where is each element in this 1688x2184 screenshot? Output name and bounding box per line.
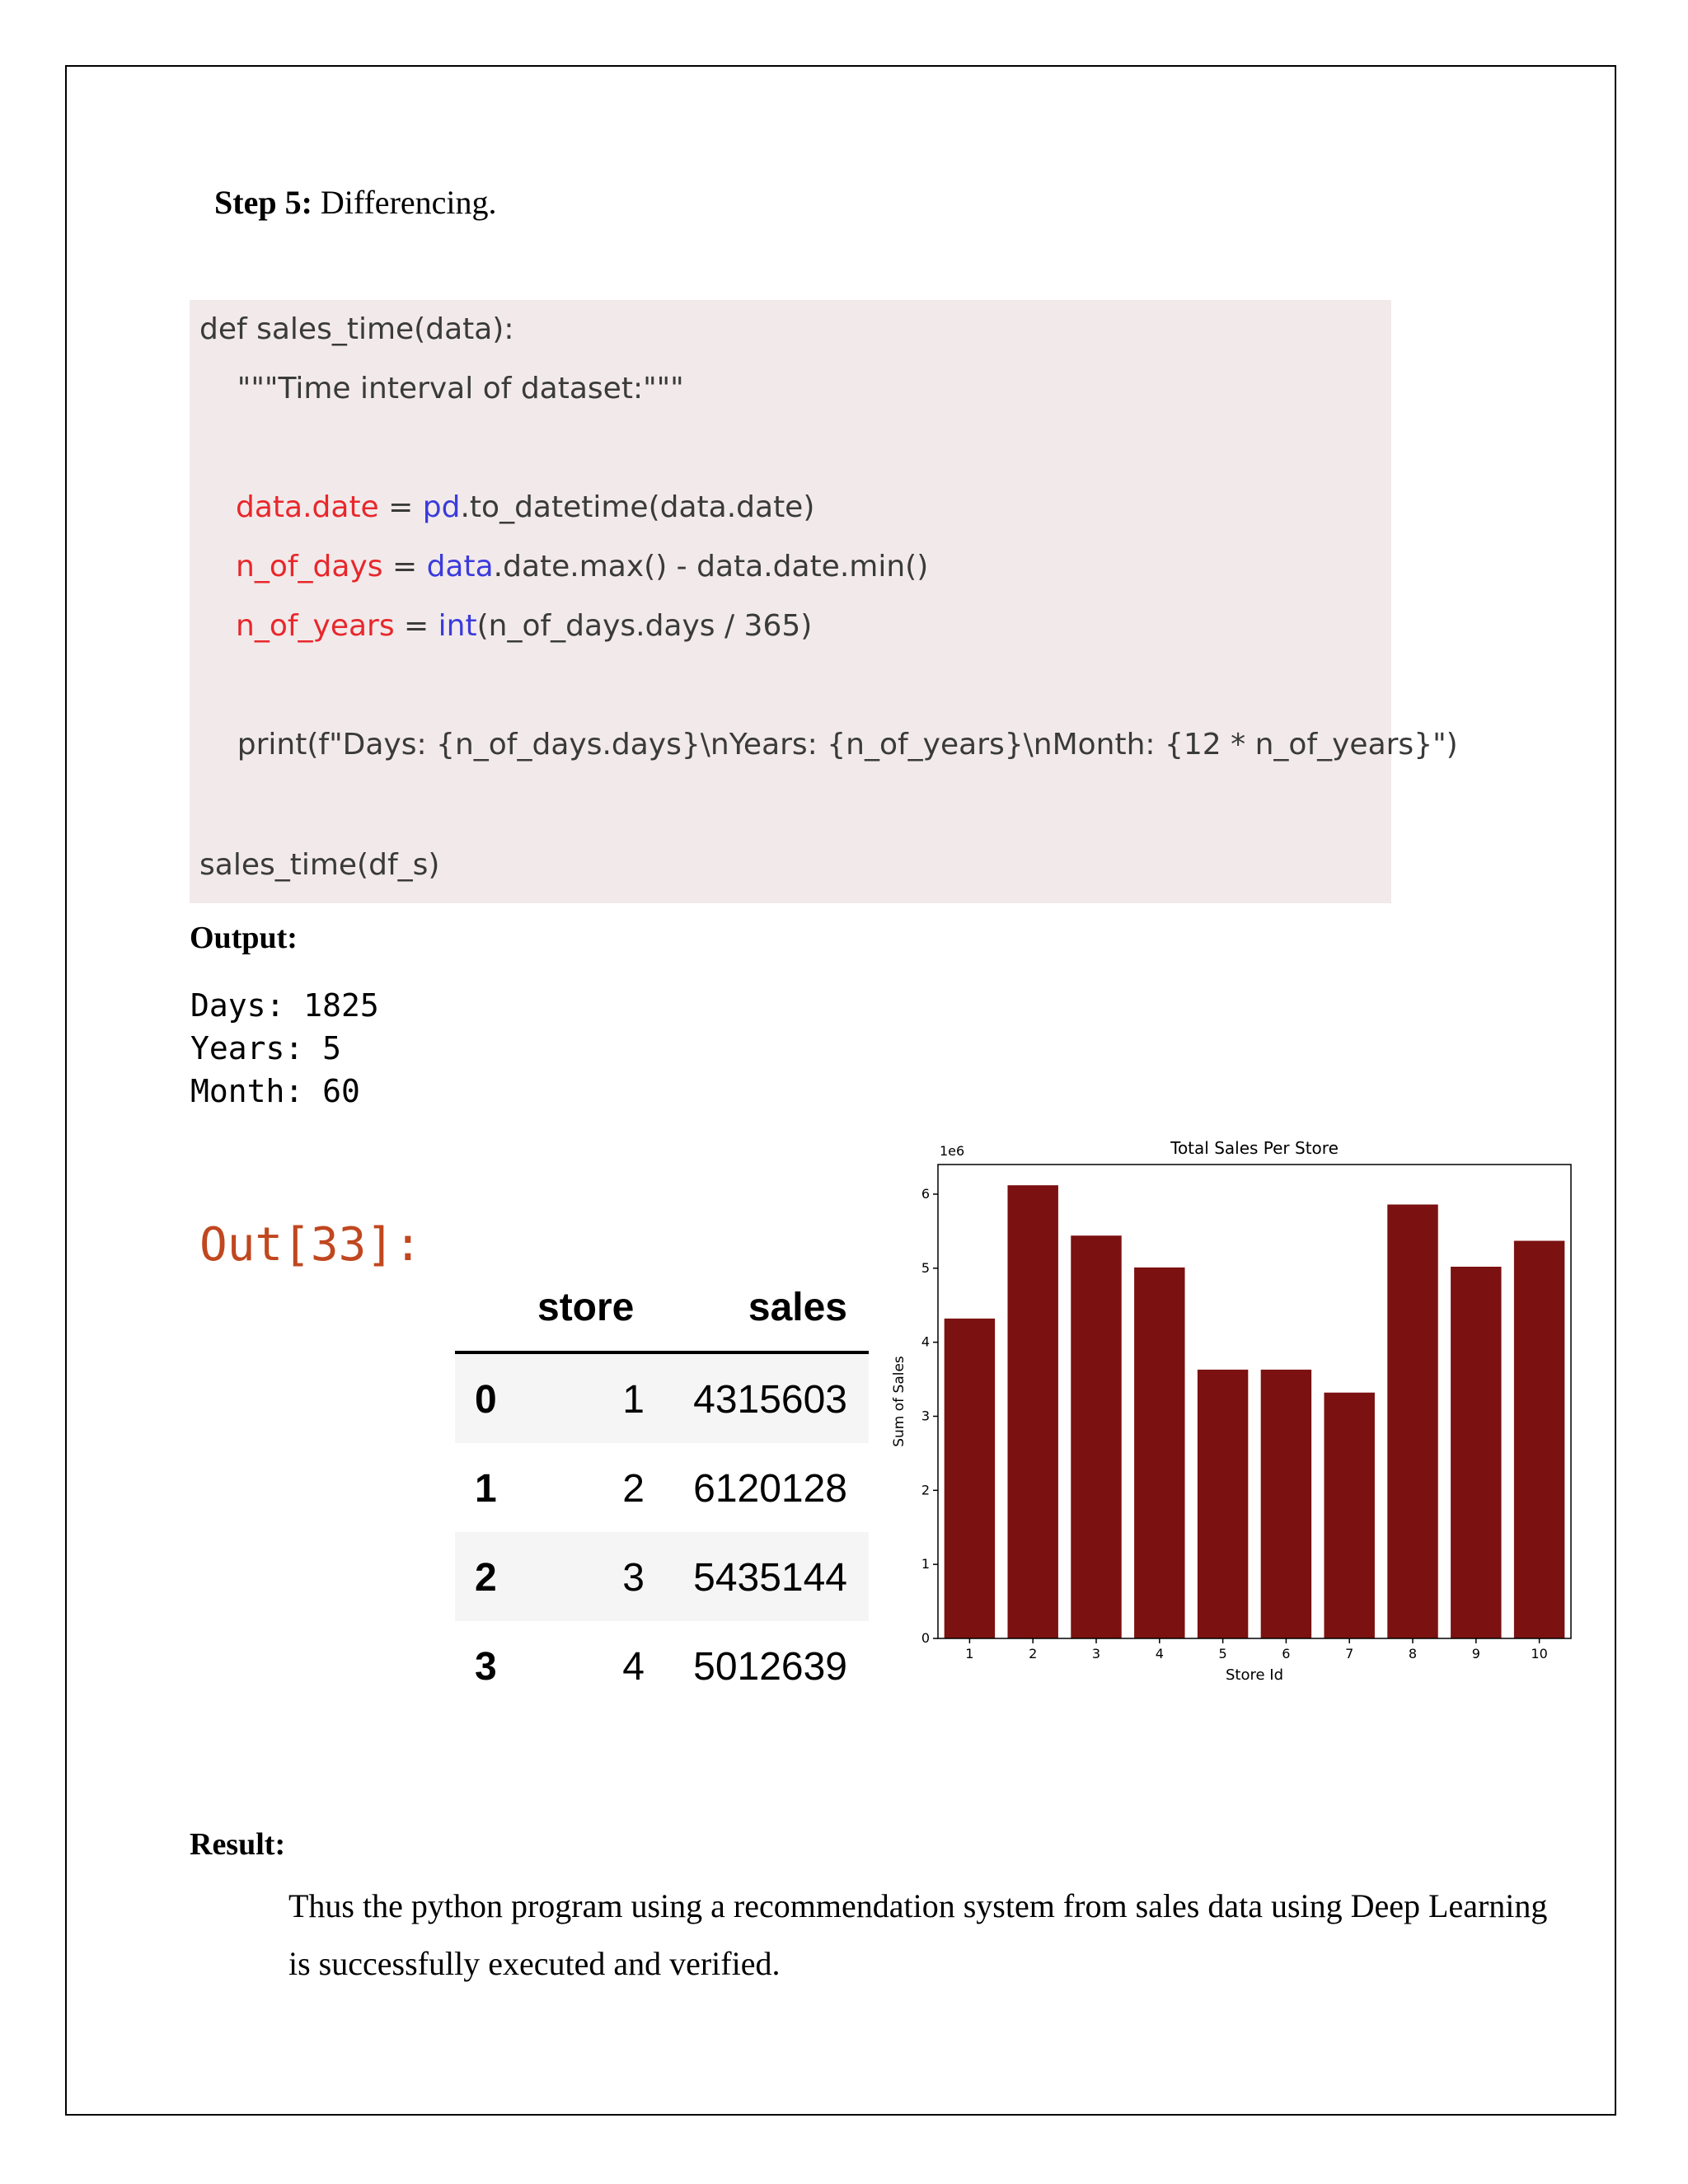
x-tick-label: 7 <box>1345 1646 1354 1661</box>
code-builtin-int: int <box>438 609 477 643</box>
chart-bar <box>1261 1370 1311 1638</box>
cell-store: 3 <box>622 1556 645 1600</box>
step-text: Differencing. <box>312 184 497 221</box>
table-row <box>455 1532 869 1621</box>
x-tick-label: 9 <box>1471 1646 1480 1661</box>
row-index: 1 <box>475 1467 497 1511</box>
code-call-to-datetime: .to_datetime(data.date) <box>460 490 815 524</box>
column-header-store: store <box>537 1286 635 1329</box>
table-row <box>455 1443 869 1532</box>
chart-bar <box>1451 1267 1501 1638</box>
code-eq: = <box>394 609 438 643</box>
y-tick-label: 3 <box>921 1408 930 1424</box>
y-tick-label: 5 <box>921 1259 930 1276</box>
chart-bar <box>1514 1241 1564 1638</box>
code-line-assign-days <box>236 551 928 583</box>
code-call-int: (n_of_days.days / 365) <box>476 609 813 643</box>
chart-bar <box>945 1319 995 1638</box>
output-line-month: Month: 60 <box>190 1073 360 1109</box>
row-index: 2 <box>475 1556 497 1600</box>
code-line-assign-years <box>236 610 812 643</box>
cell-sales: 5012639 <box>693 1645 847 1689</box>
sales-bar-chart <box>890 1136 1591 1696</box>
table-row <box>455 1354 869 1443</box>
y-tick-label: 4 <box>921 1333 930 1350</box>
plot-layer <box>891 1138 1571 1684</box>
code-obj-pd: pd <box>422 490 461 524</box>
output-console <box>190 984 379 1113</box>
y-scale-label: 1e6 <box>940 1143 965 1159</box>
cell-store: 1 <box>622 1378 645 1422</box>
chart-svg <box>890 1136 1591 1696</box>
cell-sales: 5435144 <box>693 1556 847 1600</box>
code-var-n-of-days: n_of_days <box>236 550 383 583</box>
x-tick-label: 8 <box>1408 1646 1418 1661</box>
x-tick-label: 5 <box>1218 1646 1227 1661</box>
code-call-date-diff: .date.max() - data.date.min() <box>493 550 929 583</box>
x-tick-label: 3 <box>1091 1646 1101 1661</box>
code-eq: = <box>382 550 427 583</box>
cell-store: 4 <box>622 1645 645 1689</box>
cell-sales: 4315603 <box>693 1378 847 1422</box>
code-line-2: """Time interval of dataset:""" <box>199 372 684 405</box>
cell-store: 2 <box>622 1467 645 1511</box>
step-label: Step 5: <box>214 184 312 221</box>
chart-bar <box>1324 1393 1374 1638</box>
x-tick-label: 2 <box>1029 1646 1038 1661</box>
cell-sales: 6120128 <box>693 1467 847 1511</box>
chart-bar <box>1071 1235 1121 1638</box>
code-line-1: def sales_time(data): <box>199 312 514 346</box>
chart-bar <box>1387 1205 1437 1638</box>
code-var-data-date: data.date <box>236 490 379 524</box>
x-axis-label: Store Id <box>1225 1666 1284 1684</box>
result-label: Result: <box>190 1827 286 1862</box>
x-tick-label: 6 <box>1282 1646 1291 1661</box>
y-tick-label: 0 <box>921 1630 930 1646</box>
dataframe-header <box>455 1273 869 1354</box>
column-header-sales: sales <box>748 1286 847 1329</box>
code-block <box>190 300 1458 903</box>
notebook-out-prompt: Out[33]: <box>199 1218 422 1272</box>
chart-bar <box>1007 1185 1057 1638</box>
output-line-years: Years: 5 <box>190 1030 342 1066</box>
code-line-print: print(f"Days: {n_of_days.days}\nYears: {n_of_years}\nMonth: {12 * n_of_years}") <box>199 728 1458 762</box>
result-text: Thus the python program using a recommendation system from sales data using Deep Learning is successfully executed and verified. <box>288 1887 1548 1982</box>
chart-title: Total Sales Per Store <box>1170 1138 1339 1158</box>
dataframe-table <box>455 1273 869 1710</box>
code-line-assign-date <box>236 491 814 524</box>
row-index: 3 <box>475 1645 497 1689</box>
table-row <box>455 1621 869 1710</box>
x-tick-label: 10 <box>1531 1646 1548 1661</box>
output-line-days: Days: 1825 <box>190 987 379 1024</box>
code-var-n-of-years: n_of_years <box>236 609 395 643</box>
x-tick-label: 1 <box>965 1646 974 1661</box>
output-label: Output: <box>190 921 298 955</box>
y-tick-label: 6 <box>921 1185 930 1202</box>
step-heading <box>214 183 497 222</box>
code-eq: = <box>378 490 423 524</box>
x-tick-label: 4 <box>1155 1646 1164 1661</box>
y-tick-label: 1 <box>921 1556 930 1572</box>
y-axis-label: Sum of Sales <box>891 1356 907 1447</box>
code-line-call: sales_time(df_s) <box>199 848 440 882</box>
code-obj-data: data <box>426 550 494 583</box>
row-index: 0 <box>475 1378 497 1422</box>
chart-bar <box>1134 1268 1184 1638</box>
y-tick-label: 2 <box>921 1482 930 1498</box>
chart-bar <box>1198 1370 1248 1638</box>
